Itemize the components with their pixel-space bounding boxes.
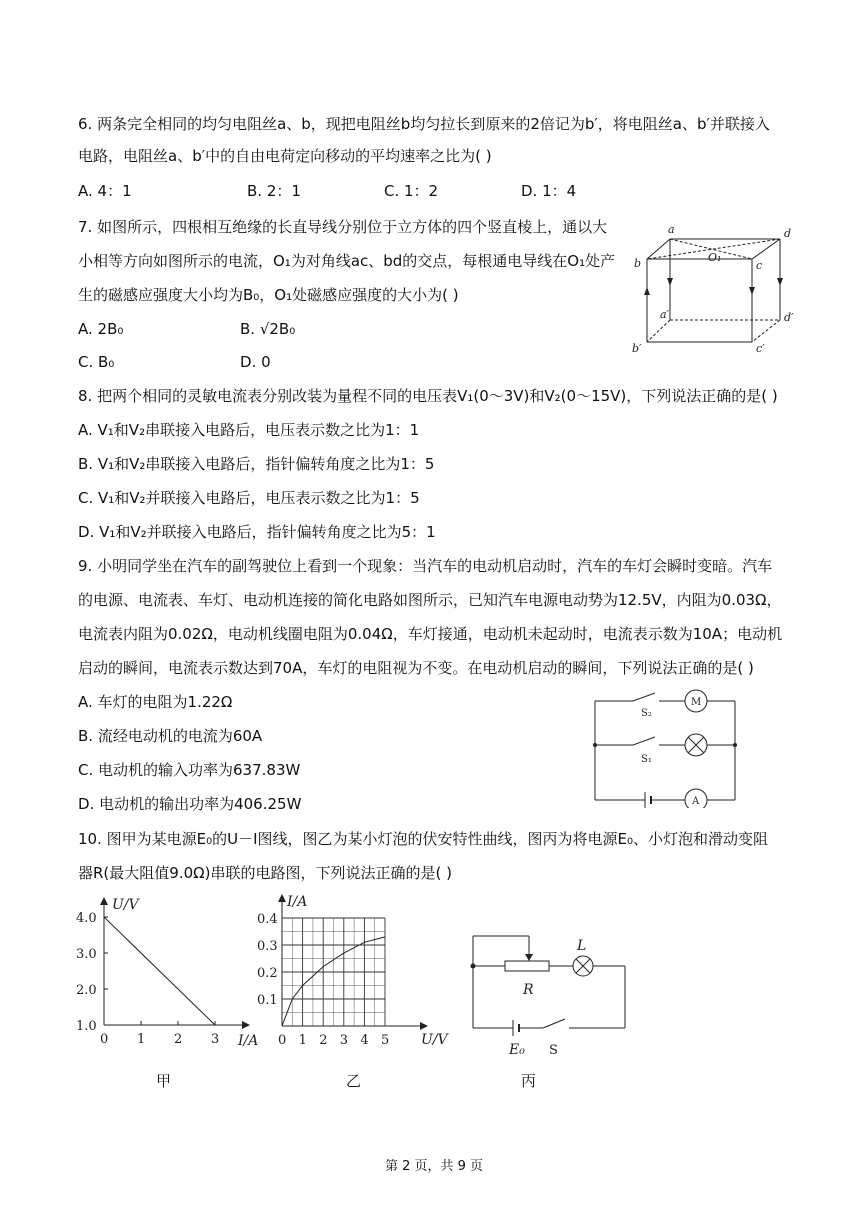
bing-label-s: S (549, 1043, 558, 1058)
q6-option-c: C. 1：2 (384, 182, 439, 200)
q7-label-b-prime: b′ (632, 342, 642, 355)
q9-label-ammeter: A (692, 796, 700, 807)
q8-option-c: C. V₁和V₂并联接入电路后，电压表示数之比为1：5 (78, 489, 420, 507)
caption-jia: 甲 (156, 1072, 172, 1090)
q9-option-b: B. 流经电动机的电流为60A (78, 727, 263, 745)
q7-label-o1: O₁ (708, 251, 722, 264)
jia-ytick-label: 4.0 (76, 911, 97, 926)
q7-option-b: B. √2B₀ (240, 320, 296, 338)
jia-ytick-label: 3.0 (76, 947, 97, 962)
q9-label-s1: S₁ (641, 754, 652, 765)
bing-label-r: R (523, 982, 534, 998)
yi-ytick-label: 0.1 (257, 993, 278, 1008)
q6-stem-line1: 6. 两条完全相同的均匀电阻丝a、b，现把电阻丝b均匀拉长到原来的2倍记为b′，将电阻丝a、b′并联接入 (78, 115, 770, 133)
jia-data-line (104, 917, 215, 1025)
page-footer: 第 2 页，共 9 页 (384, 1159, 484, 1174)
q7-stem-line2: 小相等方向如图所示的电流，O₁为对角线ac、bd的交点，每根通电导线在O₁处产 (78, 252, 616, 270)
q9-option-d: D. 电动机的输出功率为406.25W (78, 795, 302, 813)
jia-xtick-label: 1 (137, 1032, 146, 1047)
q6-option-d: D. 1：4 (521, 182, 577, 200)
q6-option-b: B. 2：1 (247, 182, 301, 200)
q7-label-d: d (784, 227, 792, 240)
yi-ylabel: I/A (287, 894, 308, 910)
q9-stem-line4: 启动的瞬间，电流表示数达到70A，车灯的电阻视为不变。在电动机启动的瞬间，下列说法正确的是( ) (78, 659, 754, 677)
q10-stem-line1: 10. 图甲为某电源E₀的U－I图线，图乙为某小灯泡的伏安特性曲线，图丙为将电源E₀、小灯泡和滑动变阻 (78, 830, 769, 848)
q9-stem-line3: 电流表内阻为0.02Ω，电动机线圈电阻为0.04Ω，车灯接通，电动机未起动时，电流表示数为10A；电动机 (78, 625, 783, 643)
jia-xtick-label: 3 (211, 1032, 220, 1047)
q8-option-d: D. V₁和V₂并联接入电路后，指针偏转角度之比为5：1 (78, 523, 436, 541)
q7-label-d-prime: d′ (784, 311, 794, 324)
jia-xtick-label: 0 (100, 1032, 109, 1047)
q9-label-motor: M (691, 697, 702, 708)
q9-stem-line1: 9. 小明同学坐在汽车的副驾驶位上看到一个现象：当汽车的电动机启动时，汽车的车灯会瞬时变暗。汽车 (78, 557, 773, 575)
q7-option-a: A. 2B₀ (78, 320, 124, 338)
q7-option-c: C. B₀ (78, 353, 115, 371)
yi-ytick-label: 0.3 (257, 939, 278, 954)
yi-xtick-label: 2 (319, 1033, 328, 1048)
q9-option-c: C. 电动机的输入功率为637.83W (78, 761, 301, 779)
yi-xtick-label: 4 (360, 1033, 369, 1048)
q7-option-d: D. 0 (240, 353, 271, 371)
q7-label-a-prime: a′ (660, 308, 670, 321)
q6-stem-line2: 电路，电阻丝a、b′中的自由电荷定向移动的平均速率之比为( ) (78, 147, 492, 165)
yi-xtick-label: 0 (278, 1033, 287, 1048)
jia-xtick-label: 2 (174, 1032, 183, 1047)
yi-xlabel: U/V (421, 1032, 448, 1048)
yi-ytick-label: 0.4 (257, 912, 278, 927)
yi-ytick-label: 0.2 (257, 966, 278, 981)
q7-stem-line1: 7. 如图所示，四根相互绝缘的长直导线分别位于立方体的四个竖直棱上，通以大 (78, 218, 608, 236)
q8-option-a: A. V₁和V₂串联接入电路后，电压表示数之比为1：1 (78, 421, 420, 439)
q9-option-a: A. 车灯的电阻为1.22Ω (78, 693, 233, 711)
q9-circuit-figure (585, 688, 745, 808)
jia-ylabel: U/V (112, 897, 139, 913)
jia-ytick-label: 2.0 (76, 983, 97, 998)
q6-option-a: A. 4：1 (78, 182, 132, 200)
q7-label-c: c (756, 259, 763, 272)
q7-label-a: a (668, 223, 675, 236)
bing-label-e0: E₀ (509, 1042, 525, 1058)
q8-stem: 8. 把两个相同的灵敏电流表分别改装为量程不同的电压表V₁(0～3V)和V₂(0～15V)，下列说法正确的是( ) (78, 387, 778, 405)
q7-stem-line3: 生的磁感应强度大小均为B₀，O₁处磁感应强度的大小为( ) (78, 286, 459, 304)
graph-jia (70, 895, 270, 1060)
q10-stem-line2: 器R(最大阻值9.0Ω)串联的电路图，下列说法正确的是( ) (78, 864, 452, 882)
graph-yi (255, 890, 465, 1060)
yi-xtick-label: 5 (381, 1033, 390, 1048)
bing-label-l: L (577, 938, 587, 954)
q7-label-c-prime: c′ (756, 342, 765, 355)
q7-label-b: b (634, 257, 642, 270)
jia-ytick-label: 1.0 (76, 1019, 97, 1034)
yi-xtick-label: 3 (339, 1033, 349, 1048)
q9-stem-line2: 的电源、电流表、车灯、电动机连接的简化电路如图所示，已知汽车电源电动势为12.5V，内阻为0.03Ω， (78, 591, 782, 609)
caption-yi: 乙 (346, 1072, 362, 1090)
caption-bing: 丙 (521, 1072, 537, 1090)
yi-xtick-label: 1 (298, 1033, 307, 1048)
circuit-bing (465, 930, 635, 1065)
q9-label-s2: S₂ (641, 708, 652, 719)
jia-xlabel: I/A (238, 1033, 259, 1049)
q8-option-b: B. V₁和V₂串联接入电路后，指针偏转角度之比为1：5 (78, 455, 435, 473)
q7-cube-figure (630, 215, 800, 365)
